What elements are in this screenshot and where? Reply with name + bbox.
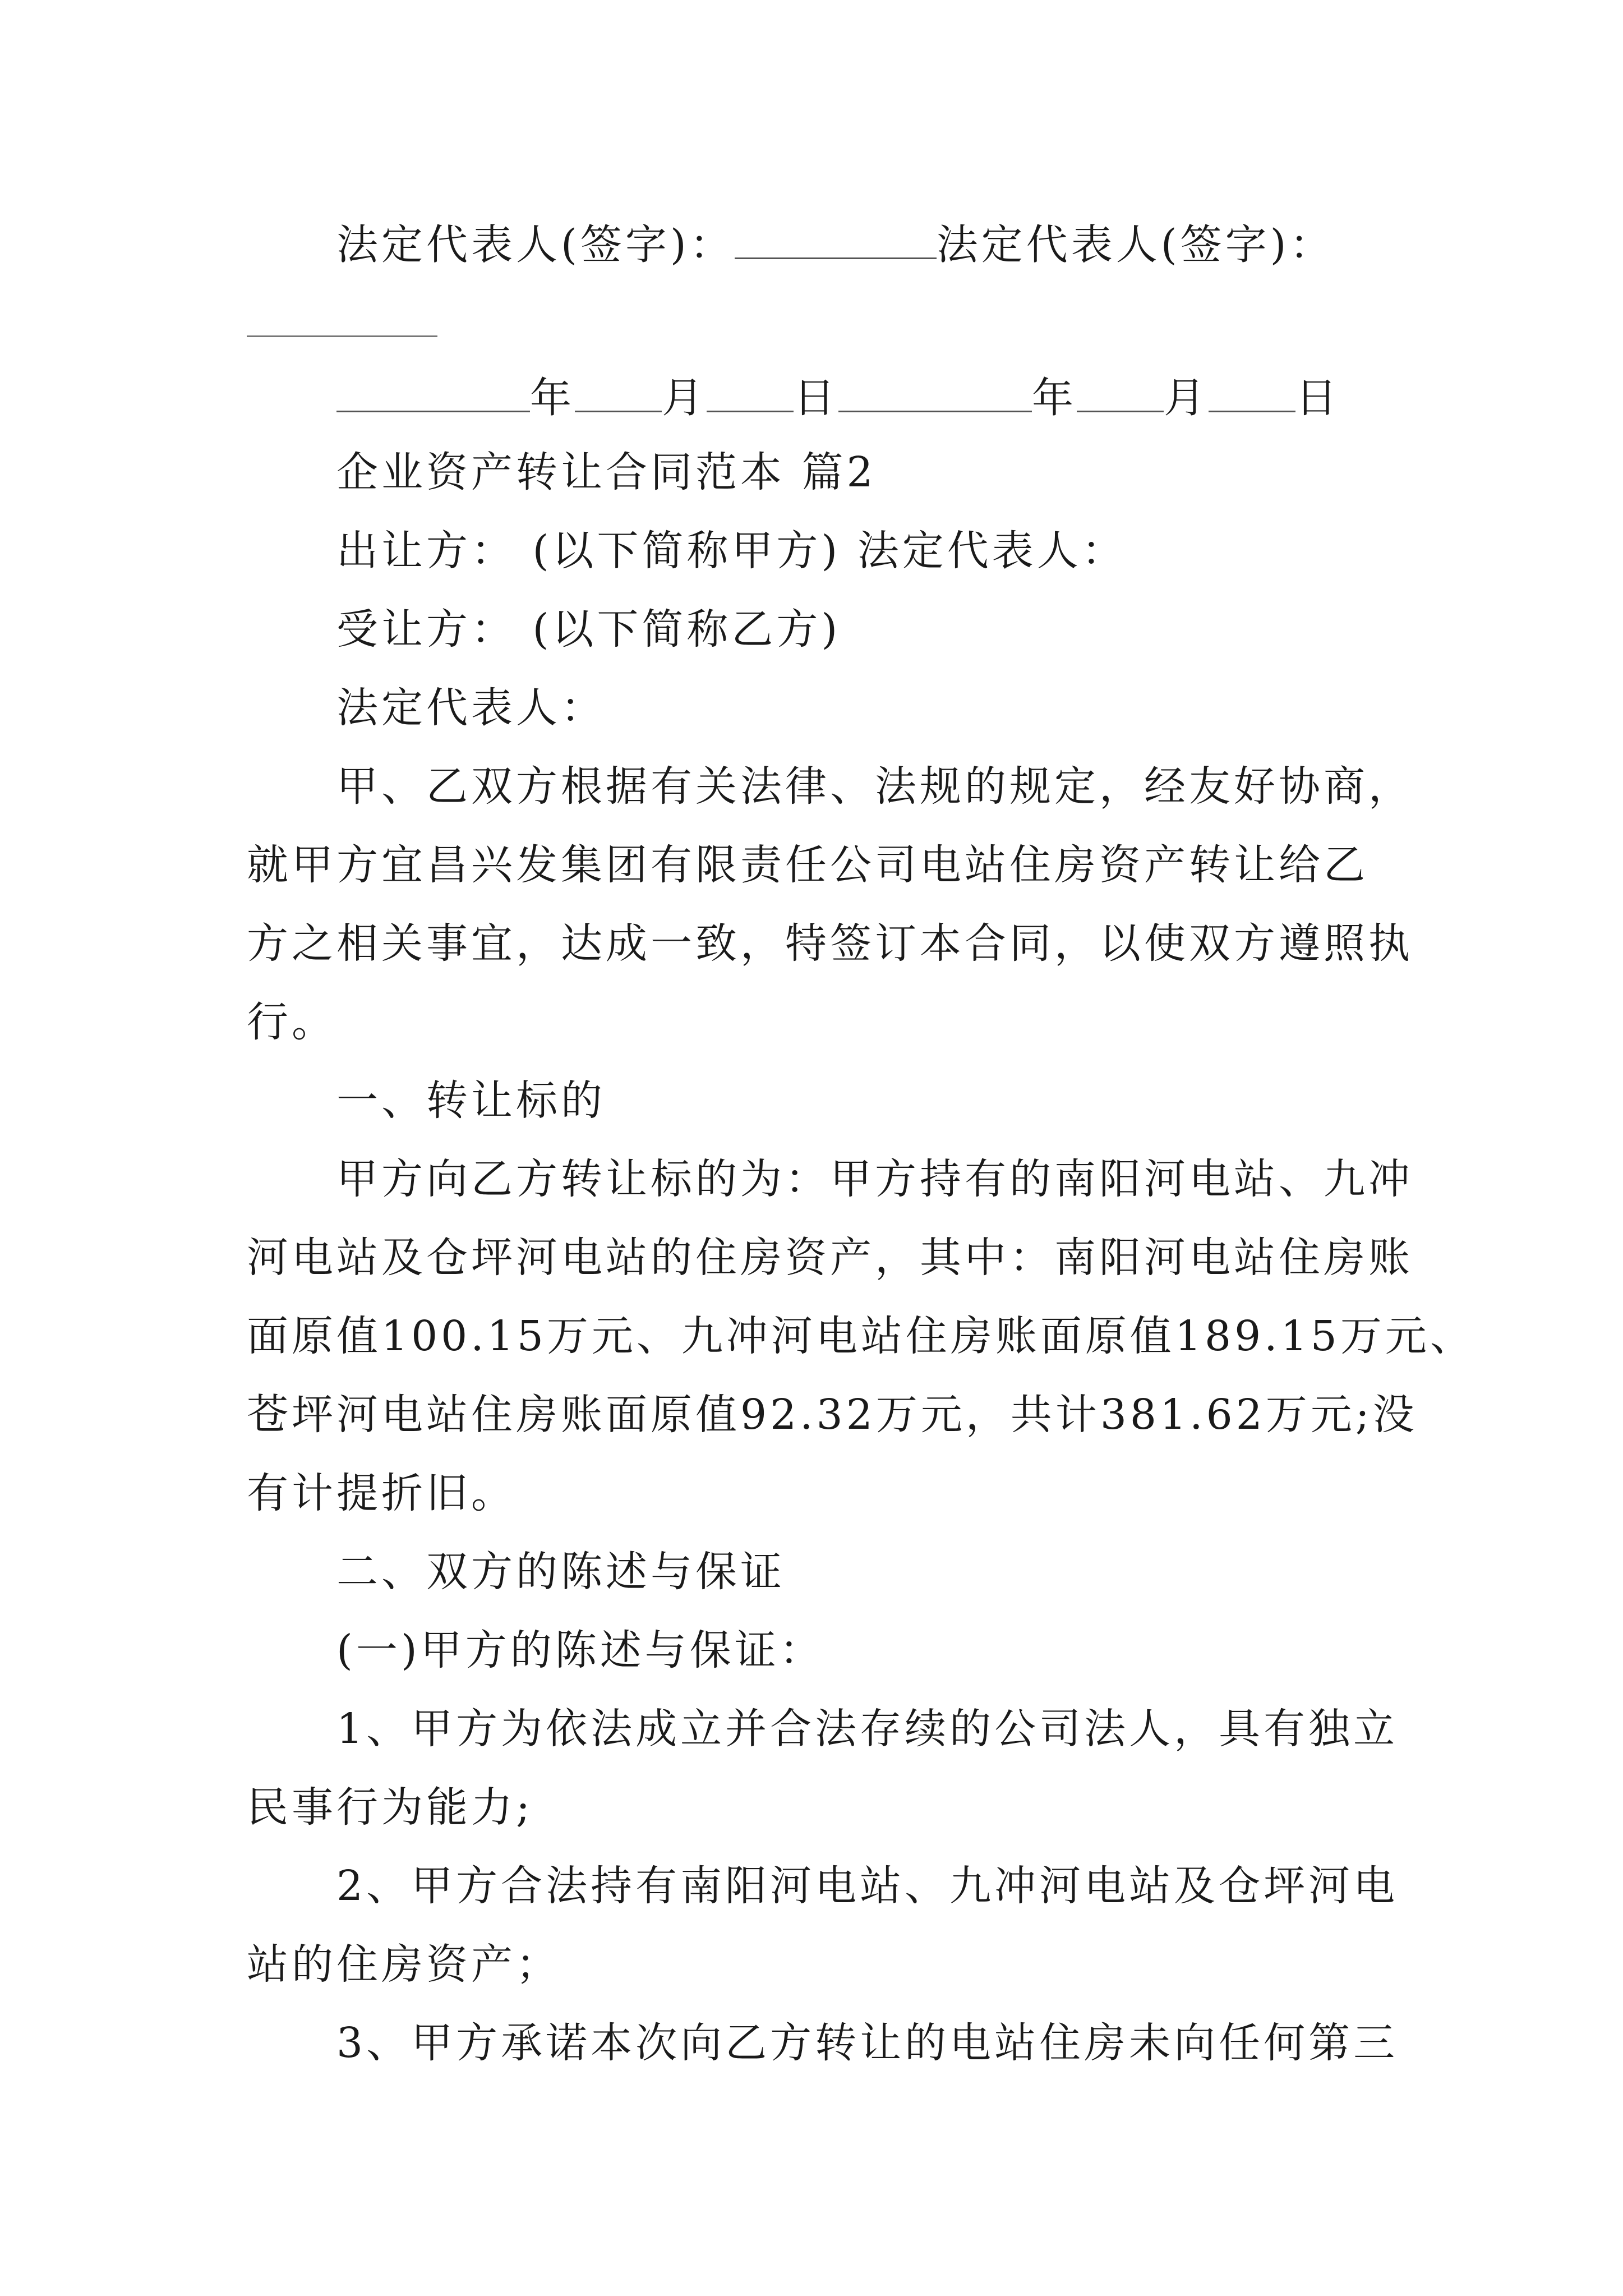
representative-line: 法定代表人： [336,684,606,732]
month-blank-b [1077,373,1164,412]
section-2-title: 二、双方的陈述与保证 [336,1548,785,1596]
month-label-b: 月 [1164,374,1209,422]
day-blank-a [707,373,794,412]
year-blank-b [838,373,1032,412]
section-2-item-1-cont: 民事行为能力; [247,1783,533,1832]
transferor-line: 出让方： (以下简称甲方) 法定代表人： [336,527,1127,575]
signature-blank-a [735,220,937,259]
signature-row [336,220,1481,269]
intro-line: 甲、乙双方根据有关法律、法规的规定，经友好协商， [336,762,1413,811]
month-blank-a [575,373,662,412]
year-label-a: 年 [530,374,575,422]
section-2-item-2: 2、甲方合法持有南阳河电站、九冲河电站及仓坪河电 [336,1862,1399,1910]
section-2-item-2-cont: 站的住房资产； [247,1940,561,1989]
signature-blank-b [247,335,437,337]
document-heading: 企业资产转让合同范本 篇2 [336,448,877,496]
year-label-b: 年 [1032,374,1077,422]
signature-label-a: 法定代表人(签字)： [336,220,735,269]
signature-label-b: 法定代表人(签字)： [936,220,1335,269]
intro-line: 就甲方宜昌兴发集团有限责任公司电站住房资产转让给乙 [247,841,1368,889]
intro-line: 行。 [247,998,336,1046]
section-1-line: 河电站及仓坪河电站的住房资产，其中：南阳河电站住房账 [247,1234,1413,1282]
section-2-item-1: 1、甲方为依法成立并合法存续的公司法人，具有独立 [336,1705,1399,1753]
section-1-line: 苍坪河电站住房账面原值92.32万元，共计381.62万元;没 [247,1391,1418,1439]
day-label-b: 日 [1295,374,1340,422]
intro-line: 方之相关事宜，达成一致，特签订本合同，以使双方遵照执 [247,919,1413,968]
section-2-item-3: 3、甲方承诺本次向乙方转让的电站住房未向任何第三 [336,2019,1399,2067]
section-1-title: 一、转让标的 [336,1076,606,1125]
date-row [336,373,1481,422]
day-label-a: 日 [794,374,838,422]
month-label-a: 月 [662,374,707,422]
day-blank-b [1209,373,1295,412]
year-blank-a [336,373,530,412]
section-1-line: 有计提折旧。 [247,1469,516,1517]
section-1-line: 面原值100.15万元、九冲河电站住房账面原值189.15万元、 [247,1312,1475,1360]
section-1-line: 甲方向乙方转让标的为：甲方持有的南阳河电站、九冲 [336,1155,1413,1203]
section-2-subtitle: (一)甲方的陈述与保证： [336,1626,824,1674]
transferee-line: 受让方： (以下简称乙方) [336,605,841,654]
